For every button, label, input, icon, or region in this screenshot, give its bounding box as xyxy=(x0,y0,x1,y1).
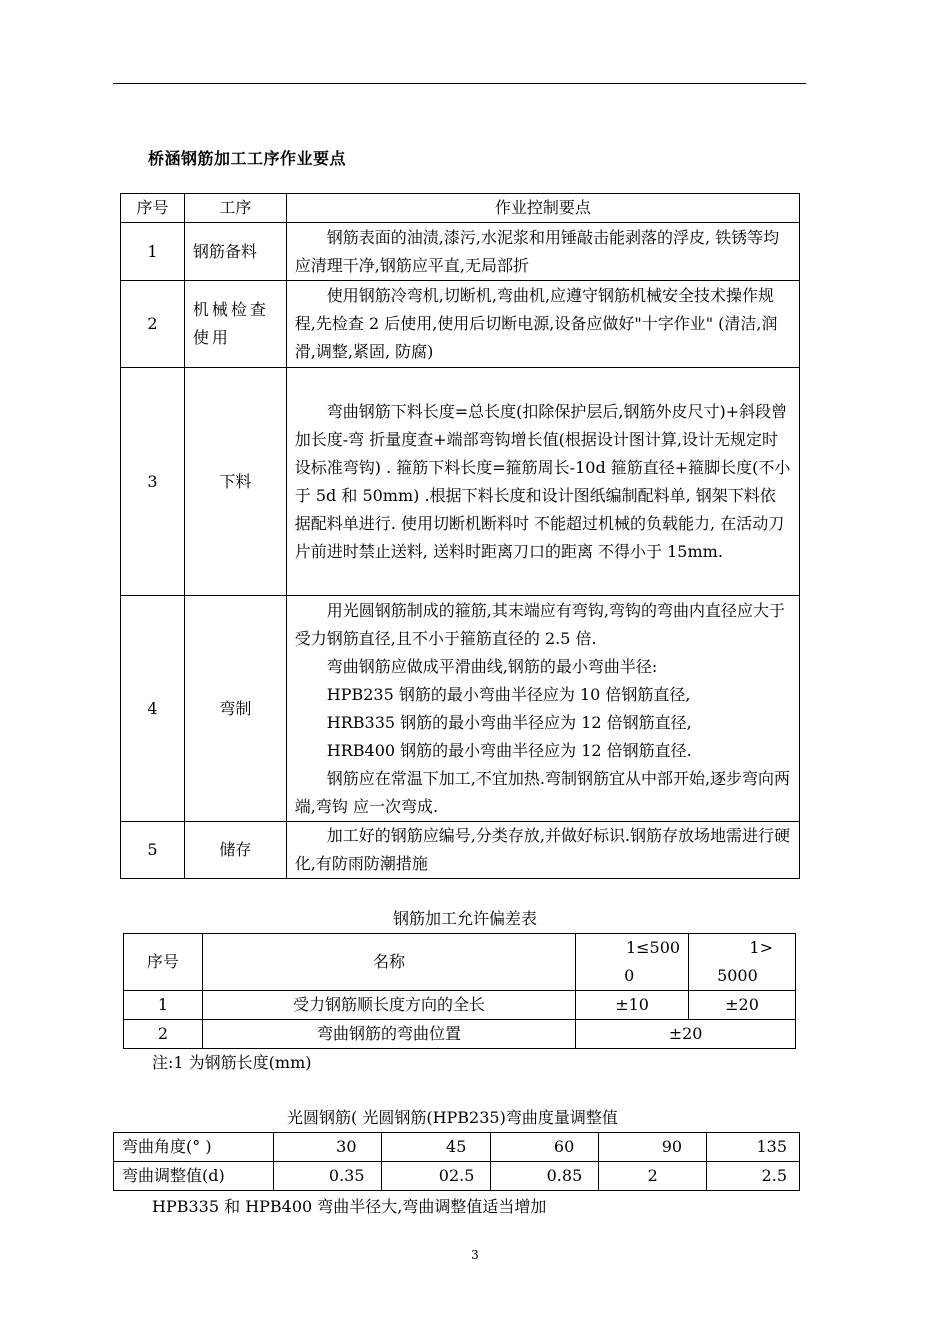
tolerance-table xyxy=(123,933,796,1049)
header-points: 作业控制要点 xyxy=(286,194,799,223)
bend-adjust-cell: 0.35 xyxy=(273,1162,381,1191)
bend-table xyxy=(113,1132,800,1191)
row-v2: ±20 xyxy=(689,991,796,1020)
row-step: 机械检查使用 xyxy=(184,281,286,368)
table-row xyxy=(114,1133,800,1162)
row-point: 钢筋应在常温下加工,不宜加热.弯制钢筋宜从中部开始,逐步弯向两端,弯钩 应一次弯成. xyxy=(294,768,791,816)
row-step: 弯制 xyxy=(184,596,286,822)
table-row xyxy=(121,281,800,368)
bend-adjust-cell: 0.85 xyxy=(491,1162,599,1191)
bend-caption: 光圆钢筋( 光圆钢筋(HPB235)弯曲度量调整值 xyxy=(287,1108,618,1127)
table-row xyxy=(121,368,800,596)
range-1-line-1: 1≤500 xyxy=(625,938,681,957)
row-point: 弯曲钢筋下料长度=总长度(扣除保护层后,钢筋外皮尺寸)+斜段曾加长度-弯 折量度查+端部弯钩增长值(根据设计图计算,设计无规定时设标准弯钩) . 箍筋下料长度=箍筋周长-10d 箍筋直径+箍脚长度(不小于 5d 和 50mm) .根据下料长度和设计图纸编制配料单, 钢架下料依据配料单进行. 使用切断机断料吋 不能超过机械的负载能力, 在活动刀片前进时禁止送料, 送料时距离刀口的距离 不得小于 15mm. xyxy=(294,401,791,561)
bend-adjust-cell: 2.5 xyxy=(707,1162,800,1191)
header-range-1 xyxy=(576,934,689,991)
bend-adjust-cell: 2 xyxy=(599,1162,707,1191)
doc-title: 桥涵钢筋加工工序作业要点 xyxy=(148,149,347,168)
header-no: 序号 xyxy=(121,194,185,223)
header-range-2 xyxy=(689,934,796,991)
table-row xyxy=(114,1162,800,1191)
row-point: HRB335 钢筋的最小弯曲半径应为 12 倍钢筋直径, xyxy=(326,712,692,732)
row-no: 1 xyxy=(121,223,185,281)
range-2-line-1: 1> xyxy=(749,938,773,957)
bend-angle-cell: 30 xyxy=(273,1133,381,1162)
row-point: 钢筋表面的油渍,漆污,水泥浆和用锤敲击能剥落的浮皮, 铁锈等均应清理干净,钢筋应平直,无局部折 xyxy=(294,227,780,275)
row-name: 受力钢筋顺长度方向的全长 xyxy=(202,991,575,1020)
row-no: 3 xyxy=(121,368,185,596)
header-no: 序号 xyxy=(124,934,203,991)
bend-angle-cell: 45 xyxy=(381,1133,491,1162)
range-1-line-2: 0 xyxy=(624,966,635,985)
row-no: 2 xyxy=(124,1020,203,1049)
row-point: 弯曲钢筋应做成平滑曲线,钢筋的最小弯曲半径: xyxy=(326,656,658,676)
row-point: HRB400 钢筋的最小弯曲半径应为 12 倍钢筋直径. xyxy=(326,740,692,760)
row-step: 下料 xyxy=(184,368,286,596)
header-name: 名称 xyxy=(202,934,575,991)
page-number: 3 xyxy=(471,1248,479,1262)
range-2-line-2: 5000 xyxy=(717,966,758,985)
process-header-row xyxy=(121,194,800,223)
row-step: 钢筋备料 xyxy=(184,223,286,281)
row-name: 弯曲钢筋的弯曲位置 xyxy=(202,1020,575,1049)
header-rule xyxy=(113,83,806,84)
bend-angle-cell: 135 xyxy=(707,1133,800,1162)
tolerance-caption: 钢筋加工允许偏差表 xyxy=(393,909,538,928)
row-point: 加工好的钢筋应编号,分类存放,并做好标识.钢筋存放场地需进行硬化,有防雨防潮措施 xyxy=(294,826,791,873)
bend-adjust-label: 弯曲调整值(d) xyxy=(114,1162,274,1191)
row-no: 1 xyxy=(124,991,203,1020)
row-point: 使用钢筋冷弯机,切断机,弯曲机,应遵守钢筋机械安全技术操作规程,先检查 2 后使用,使用后切断电源,设备应做好"十字作业" (清洁,润滑,调整,紧固, 防腐) xyxy=(294,286,778,361)
process-table xyxy=(120,193,800,879)
row-point: 用光圆钢筋制成的箍筋,其末端应有弯钩,弯钩的弯曲内直径应大于受力钢筋直径,且不小于箍筋直径的 2.5 倍. xyxy=(294,600,785,648)
bend-note: HPB335 和 HPB400 弯曲半径大,弯曲调整值适当增加 xyxy=(152,1197,547,1216)
table-row xyxy=(124,1020,796,1049)
tolerance-header-row xyxy=(124,934,796,991)
row-no: 5 xyxy=(121,822,185,879)
row-step: 储存 xyxy=(184,822,286,879)
table-row xyxy=(121,822,800,879)
table-row xyxy=(121,596,800,822)
tolerance-note: 注:1 为钢筋长度(mm) xyxy=(152,1053,312,1072)
table-row xyxy=(124,991,796,1020)
bend-angle-label: 弯曲角度(° ) xyxy=(114,1133,274,1162)
bend-adjust-cell: 02.5 xyxy=(381,1162,491,1191)
table-row xyxy=(121,223,800,281)
row-point: HPB235 钢筋的最小弯曲半径应为 10 倍钢筋直径, xyxy=(326,684,691,704)
row-v1: ±10 xyxy=(576,991,689,1020)
row-v: ±20 xyxy=(576,1020,796,1049)
header-step: 工序 xyxy=(184,194,286,223)
bend-angle-cell: 90 xyxy=(599,1133,707,1162)
row-no: 2 xyxy=(121,281,185,368)
bend-angle-cell: 60 xyxy=(491,1133,599,1162)
row-no: 4 xyxy=(121,596,185,822)
